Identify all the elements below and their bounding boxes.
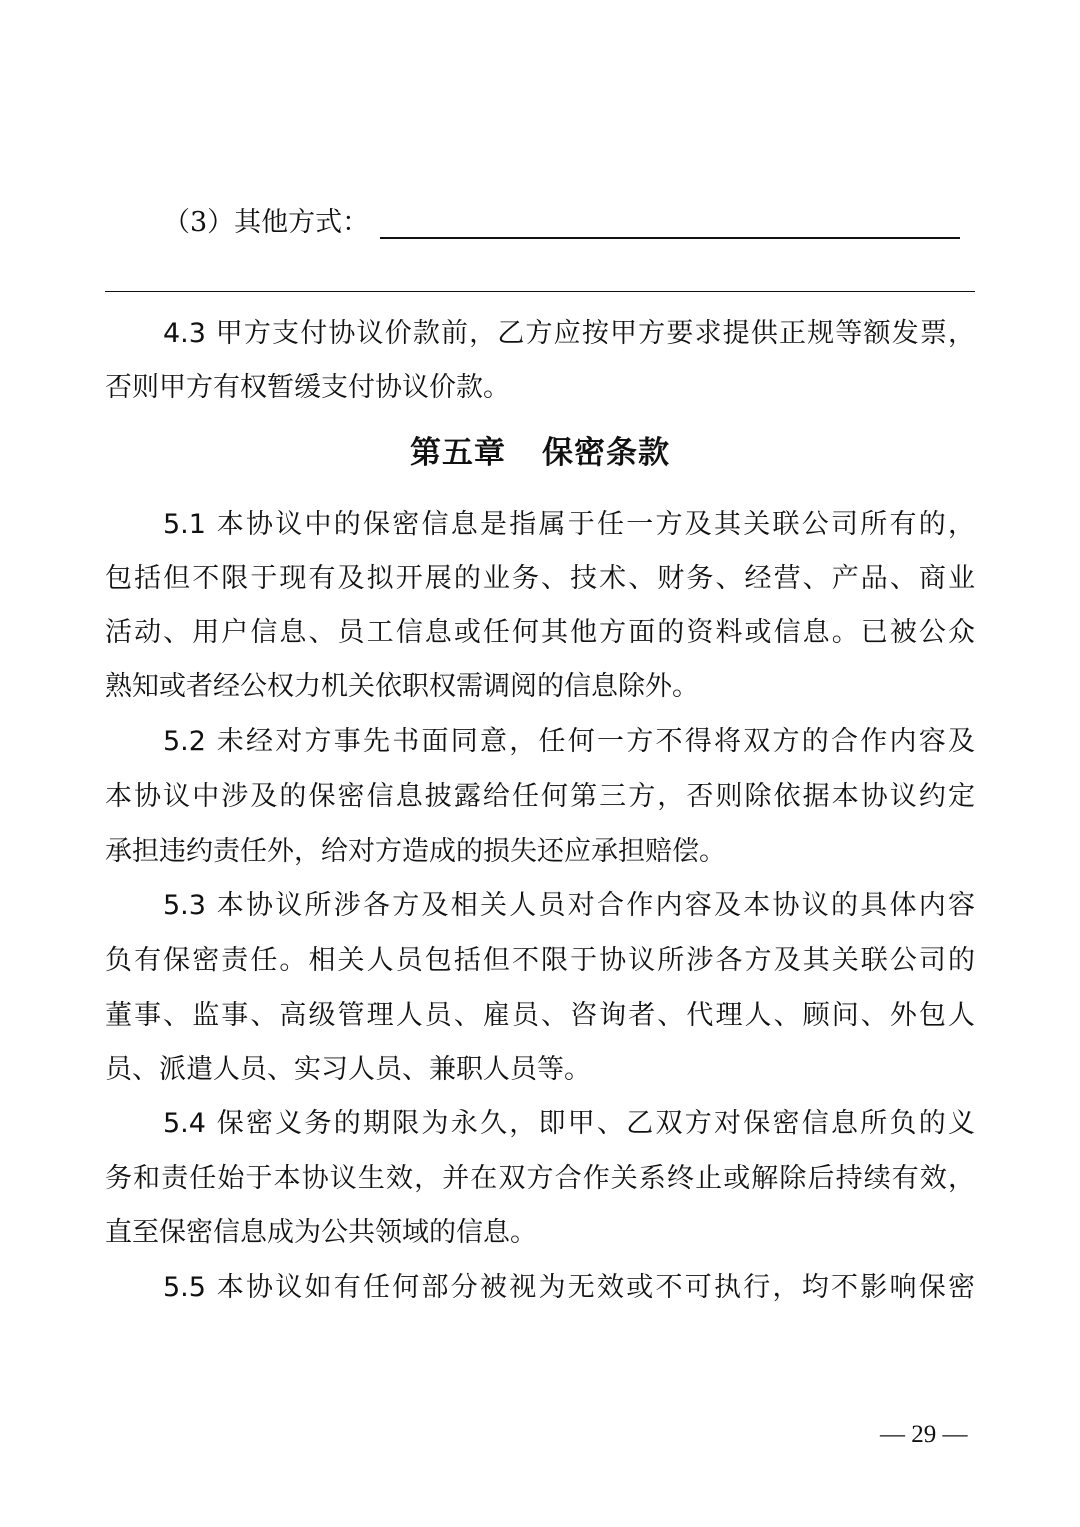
clause-5-3-number: 5.3 bbox=[163, 890, 206, 921]
clause-4-3-line-1: 4.3 甲方支付协议价款前，乙方应按甲方要求提供正规等额发票， bbox=[163, 318, 975, 349]
clause-5-4-line-2: 务和责任始于本协议生效，并在双方合作关系终止或解除后持续有效， bbox=[105, 1163, 975, 1194]
chapter-heading bbox=[0, 433, 1080, 473]
clause-5-3-line-1: 5.3 本协议所涉各方及相关人员对合作内容及本协议的具体内容 bbox=[163, 890, 976, 921]
section-separator-line bbox=[105, 291, 975, 292]
clause-5-5-number: 5.5 bbox=[163, 1272, 206, 1303]
clause-5-5-line-1: 5.5 本协议如有任何部分被视为无效或不可执行，均不影响保密 bbox=[163, 1272, 976, 1303]
other-method-blank-line bbox=[380, 237, 960, 239]
clause-5-3-line-3: 董事、监事、高级管理人员、雇员、咨询者、代理人、顾问、外包人 bbox=[105, 1000, 975, 1031]
chapter-number: 第五章 bbox=[410, 435, 506, 471]
page-number: — 29 — bbox=[880, 1421, 968, 1448]
clause-5-4-number: 5.4 bbox=[163, 1108, 206, 1139]
chapter-title: 保密条款 bbox=[542, 435, 670, 471]
clause-5-2-line-3: 承担违约责任外，给对方造成的损失还应承担赔偿。 bbox=[105, 836, 726, 867]
clause-5-2-number: 5.2 bbox=[163, 726, 206, 757]
clause-5-2-line-1: 5.2 未经对方事先书面同意，任何一方不得将双方的合作内容及 bbox=[163, 726, 976, 757]
other-method-label: （3）其他方式： bbox=[163, 207, 370, 238]
clause-5-4-line-3: 直至保密信息成为公共领域的信息。 bbox=[105, 1217, 537, 1248]
clause-5-1-line-1: 5.1 本协议中的保密信息是指属于任一方及其关联公司所有的， bbox=[163, 509, 976, 540]
clause-5-2-line-2: 本协议中涉及的保密信息披露给任何第三方，否则除依据本协议约定 bbox=[105, 781, 975, 812]
clause-4-3-number: 4.3 bbox=[163, 318, 206, 349]
clause-5-1-line-2: 包括但不限于现有及拟开展的业务、技术、财务、经营、产品、商业 bbox=[105, 563, 975, 594]
clause-5-3-line-4: 员、派遣人员、实习人员、兼职人员等。 bbox=[105, 1054, 591, 1085]
clause-5-4-line-1: 5.4 保密义务的期限为永久，即甲、乙双方对保密信息所负的义 bbox=[163, 1108, 976, 1139]
clause-5-1-line-3: 活动、用户信息、员工信息或任何其他方面的资料或信息。已被公众 bbox=[105, 617, 975, 648]
clause-5-1-number: 5.1 bbox=[163, 509, 206, 540]
clause-5-3-line-2: 负有保密责任。相关人员包括但不限于协议所涉各方及其关联公司的 bbox=[105, 945, 975, 976]
clause-5-1-line-4: 熟知或者经公权力机关依职权需调阅的信息除外。 bbox=[105, 671, 699, 702]
clause-4-3-line-2: 否则甲方有权暂缓支付协议价款。 bbox=[105, 372, 510, 403]
